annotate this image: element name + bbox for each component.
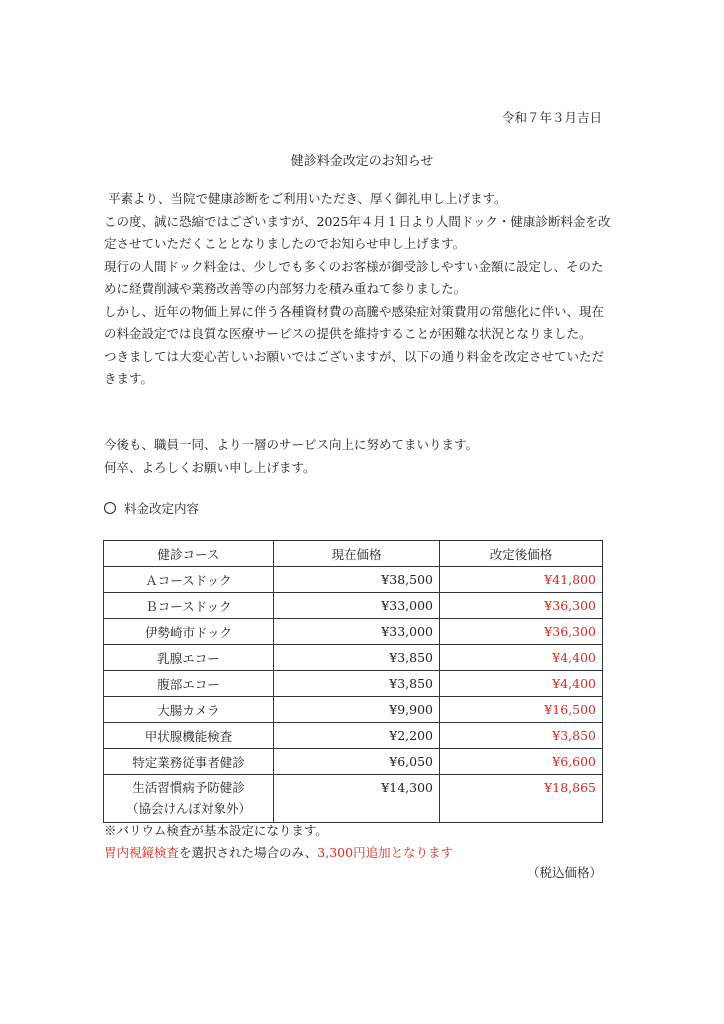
table-row: [104, 593, 603, 619]
table-row: [104, 645, 603, 671]
endoscopy-label: 胃内視鏡検査: [104, 845, 180, 860]
new-price: ¥36,300: [440, 593, 603, 619]
document-title: 健診料金改定のお知らせ: [290, 154, 434, 169]
course-name: 乳腺エコー: [104, 645, 274, 671]
course-name-sub: （協会けんぽ対象外）: [125, 801, 251, 816]
price-table: [103, 540, 603, 823]
current-price: ¥33,000: [274, 593, 440, 619]
body-paragraph: 平素より、当院で健康診断をご利用いただき、厚く御礼申し上げます。: [104, 191, 507, 206]
table-row: [104, 723, 603, 749]
new-price: ¥41,800: [440, 567, 603, 593]
header-new-price: 改定後価格: [440, 541, 603, 567]
course-name: 腹部エコー: [104, 671, 274, 697]
course-name: Ａコースドック: [104, 567, 274, 593]
closing-line: 何卒、よろしくお願い申し上げます。: [104, 460, 316, 475]
new-price: ¥4,400: [440, 645, 603, 671]
document-date: 令和７年３月吉日: [501, 110, 602, 125]
header-current-price: 現在価格: [274, 541, 440, 567]
barium-note: ※バリウム検査が基本設定になります。: [104, 823, 328, 838]
table-row: [104, 567, 603, 593]
current-price: ¥3,850: [274, 645, 440, 671]
table-row: [104, 749, 603, 775]
body-paragraph: しかし、近年の物価上昇に伴う各種資材費の高騰や感染症対策費用の常態化に伴い、現在の料金設定では良質な医療サービスの提供を維持することが困難な状況となりました。: [104, 303, 605, 341]
course-name: 甲状腺機能検査: [104, 723, 274, 749]
body-paragraph: つきましては大変心苦しいお願いではございますが、以下の通り料金を改定させていただきます。: [104, 348, 605, 386]
current-price: ¥33,000: [274, 619, 440, 645]
table-header-row: [104, 541, 603, 567]
current-price: ¥38,500: [274, 567, 440, 593]
current-price: ¥6,050: [274, 749, 440, 775]
table-row: [104, 697, 603, 723]
new-price: ¥16,500: [440, 697, 603, 723]
table-row: [104, 775, 603, 823]
endoscopy-additional-fee: 3,300円追加となります: [317, 845, 454, 860]
endoscopy-mid-text: を選択された場合のみ、: [179, 845, 318, 860]
body-text: [104, 188, 614, 391]
course-name: 大腸カメラ: [104, 697, 274, 723]
new-price: ¥6,600: [440, 749, 603, 775]
course-name: 伊勢崎市ドック: [104, 619, 274, 645]
current-price: ¥2,200: [274, 723, 440, 749]
closing-text: [104, 433, 478, 479]
course-name-main: 生活習慣病予防健診: [132, 780, 245, 795]
new-price: ¥4,400: [440, 671, 603, 697]
header-course: 健診コース: [104, 541, 274, 567]
section-heading: [104, 499, 199, 517]
table-row: [104, 619, 603, 645]
course-name: Ｂコースドック: [104, 593, 274, 619]
new-price: ¥36,300: [440, 619, 603, 645]
new-price: ¥3,850: [440, 723, 603, 749]
body-paragraph: 現行の人間ドック料金は、少しでも多くのお客様が御受診しやすい金額に設定し、そのために経費削減や業務改善等の内部努力を積み重ねて参りました。: [104, 258, 604, 296]
table-row: [104, 671, 603, 697]
closing-line: 今後も、職員一同、より一層のサービス向上に努めてまいります。: [104, 437, 479, 452]
circle-icon: [104, 502, 116, 514]
course-name: 特定業務従事者健診: [104, 749, 274, 775]
section-heading-label: 料金改定内容: [124, 501, 200, 516]
tax-note: （税込価格）: [526, 865, 602, 880]
current-price: ¥3,850: [274, 671, 440, 697]
current-price: ¥9,900: [274, 697, 440, 723]
course-name: [104, 775, 274, 823]
current-price: ¥14,300: [274, 775, 440, 823]
endoscopy-note: [104, 842, 453, 864]
body-paragraph: この度、誠に恐縮ではございますが、2025年４月１日より人間ドック・健康診断料金を改定させていただくこととなりましたのでお知らせ申し上げます。: [104, 213, 611, 251]
notes: [104, 820, 453, 864]
new-price: ¥18,865: [440, 775, 603, 823]
